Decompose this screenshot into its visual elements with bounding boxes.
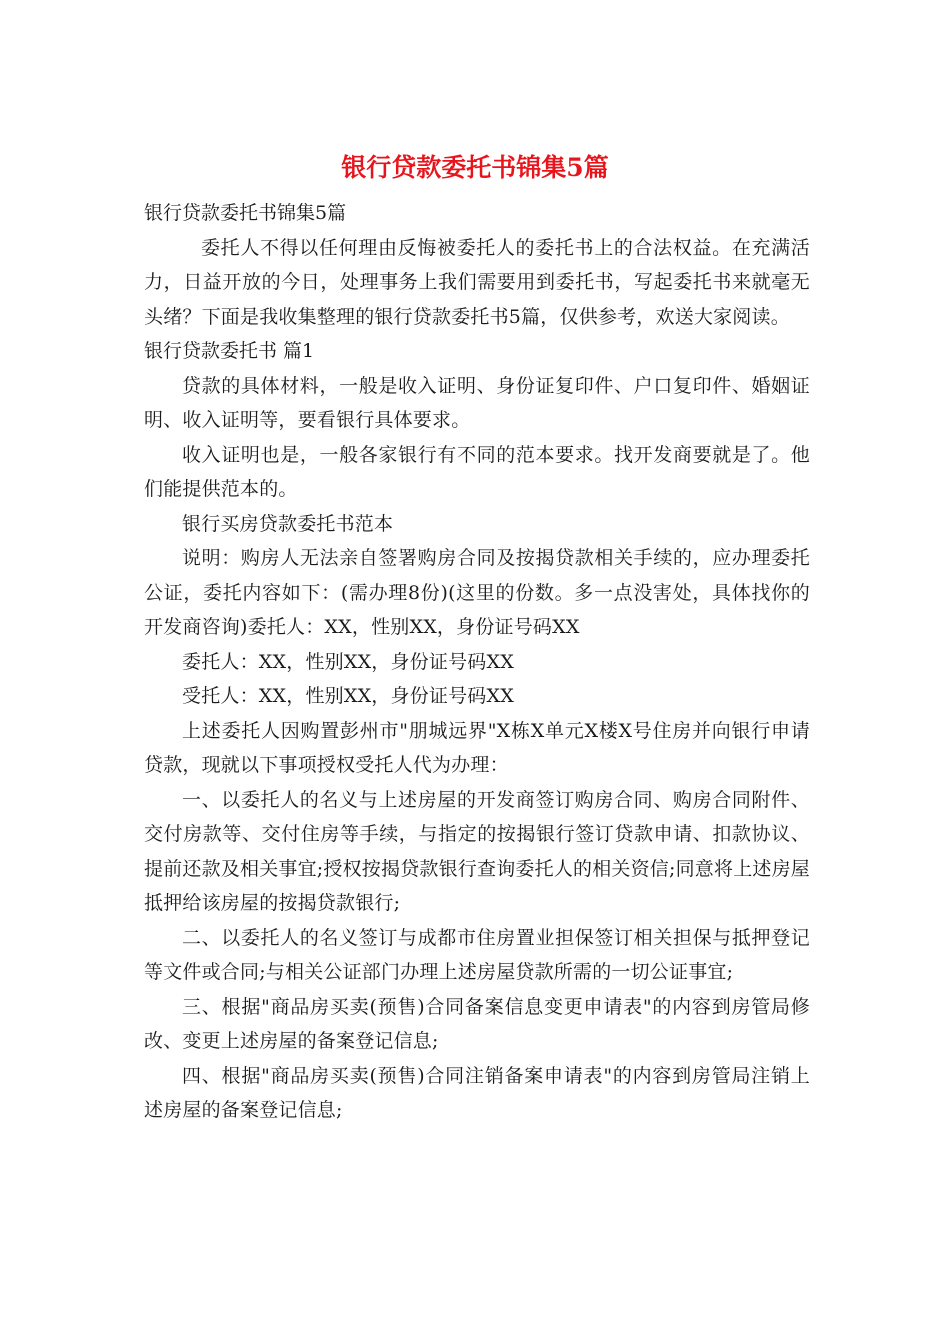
clause-item: 二、以委托人的名义签订与成都市住房置业担保签订相关担保与抵押登记等文件或合同;与相关公证部门办理上述房屋贷款所需的一切公证事宜; [144,926,810,983]
subtitle-line: 银行贷款委托书锦集5篇 [144,202,347,224]
document-body [144,196,810,1128]
section-heading: 银行贷款委托书 篇1 [144,340,315,362]
document-title: 银行贷款委托书锦集5篇 [341,153,609,182]
intro-paragraph: 委托人不得以任何理由反悔被委托人的委托书上的合法权益。在充满活力，日益开放的今日，处理事务上我们需要用到委托书，写起委托书来就毫无头绪？下面是我收集整理的银行贷款委托书5篇，仅供参考，欢送大家阅读。 [144,236,810,328]
clause-item: 四、根据"商品房买卖(预售)合同注销备案申请表"的内容到房管局注销上述房屋的备案登记信息; [144,1064,810,1121]
clause-item: 一、以委托人的名义与上述房屋的开发商签订购房合同、购房合同附件、交付房款等、交付住房等手续，与指定的按揭银行签订贷款申请、扣款协议、提前还款及相关事宜;授权按揭贷款银行查询委托人的相关资信;同意将上述房屋抵押给该房屋的按揭贷款银行; [144,788,811,914]
paragraph: 贷款的具体材料，一般是收入证明、身份证复印件、户口复印件、婚姻证明、收入证明等，要看银行具体要求。 [144,374,810,431]
principal-line: 委托人：XX，性别XX，身份证号码XX [182,650,514,673]
paragraph: 上述委托人因购置彭州市"朋城远界"X栋X单元X楼X号住房并向银行申请贷款，现就以下事项授权受托人代为办理： [144,719,810,776]
paragraph: 收入证明也是，一般各家银行有不同的范本要求。找开发商要就是了。他们能提供范本的。 [144,443,810,500]
template-heading: 银行买房贷款委托书范本 [182,512,394,535]
agent-line: 受托人：XX，性别XX，身份证号码XX [182,685,514,707]
paragraph: 说明：购房人无法亲自签署购房合同及按揭贷款相关手续的，应办理委托公证，委托内容如下：(需办理8份)(这里的份数。多一点没害处，具体找你的开发商咨询)委托人：XX，性别XX，身份证号码XX [144,547,810,638]
clause-item: 三、根据"商品房买卖(预售)合同备案信息变更申请表"的内容到房管局修改、变更上述房屋的备案登记信息; [144,995,810,1052]
